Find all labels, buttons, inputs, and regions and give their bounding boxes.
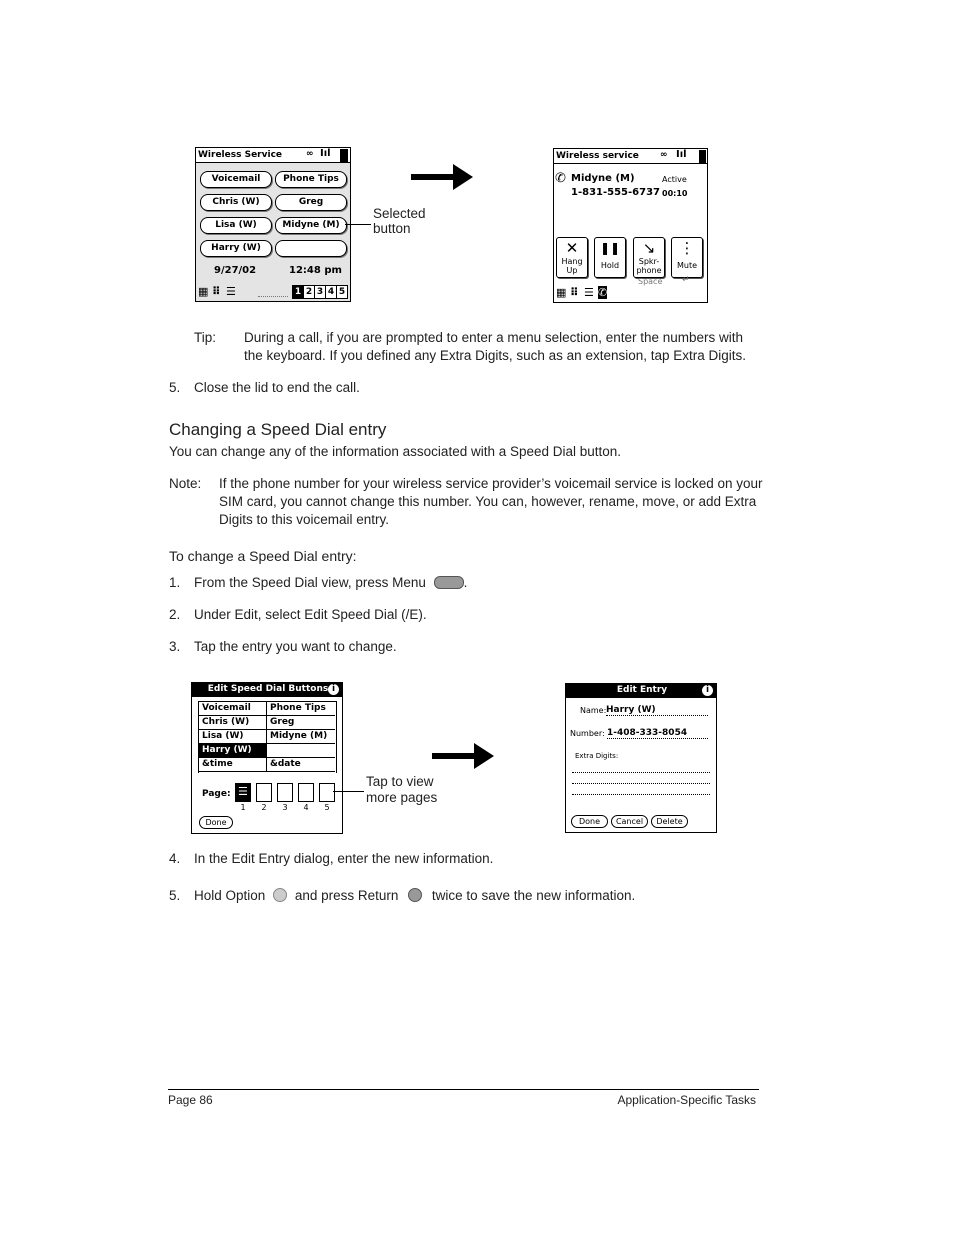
speed-dial-button[interactable]: Lisa (W) [200,217,272,234]
page-number: 3 [282,803,288,812]
date-display: 9/27/02 [214,265,257,276]
footer-rule [168,1089,759,1090]
menu-key-icon [434,576,464,589]
page-tab-active[interactable]: 1 [292,285,304,299]
option-key-icon [273,888,287,902]
page-tab[interactable]: 2 [303,285,315,299]
page-box[interactable] [319,783,335,802]
table-cell[interactable] [267,744,335,758]
callout-line: Tap to view [366,774,434,789]
step-text: Tap the entry you want to change. [194,639,397,654]
arrow-right-icon [432,742,496,770]
number-field[interactable]: 1-408-333-8054 [607,728,708,739]
extra-digits-label: Extra Digits: [575,752,619,760]
step-number: 5. [169,380,181,395]
time-display: 12:48 pm [289,265,342,276]
arrow-right-icon [411,163,475,191]
done-button[interactable]: Done [571,815,608,828]
settings-icon[interactable]: ☰ [226,285,236,298]
table-cell[interactable]: Chris (W) [199,716,266,730]
hang-up-button[interactable] [556,237,588,278]
speaker-icon: ↘ [642,239,656,257]
callout-line: button [373,221,411,236]
table-cell[interactable]: Phone Tips [267,702,335,716]
scroll-dots [258,296,288,297]
dialog-title: Edit Entry [566,684,716,698]
button-label: Hold [600,261,620,270]
button-label: phone [636,266,662,275]
table-cell[interactable]: Lisa (W) [199,730,266,744]
call-duration: 00:10 [662,189,688,198]
view-grid-icon[interactable]: ▦ [556,286,567,299]
return-key-icon [408,888,422,902]
speed-dial-screenshot [195,147,351,302]
delete-button[interactable]: Delete [651,815,688,828]
speed-dial-button[interactable]: Phone Tips [275,171,347,188]
table-cell[interactable]: Voicemail [199,702,266,716]
footer-chapter: Application-Specific Tasks [617,1093,756,1107]
button-label: Mute [676,261,698,270]
hold-button[interactable] [594,237,626,278]
callout-leader-line [333,791,364,792]
step-number: 2. [169,607,181,622]
step-text-part: From the Speed Dial view, press Menu [194,575,426,590]
edit-entry-screenshot [565,683,717,833]
callout-leader-line [345,224,371,225]
step-number: 3. [169,639,181,654]
table-cell[interactable]: Midyne (M) [267,730,335,744]
space-label: Space [638,277,663,286]
callout-label [366,774,437,806]
mute-button[interactable] [671,237,703,278]
speed-dial-button-empty[interactable] [275,240,347,257]
pause-icon: ❚❚ [599,241,621,255]
active-call-screenshot [553,148,708,303]
page-tab[interactable]: 3 [314,285,326,299]
caller-name: Midyne (M) [571,173,635,184]
battery-icon [699,150,706,163]
procedure-heading: To change a Speed Dial entry: [169,548,357,564]
signal-icon: Ӏıl [320,148,331,159]
table-cell[interactable]: &date [267,758,335,772]
speakerphone-button[interactable] [633,237,665,278]
dialog-title: Edit Speed Dial Buttons [192,683,342,697]
screen-title: Wireless service [554,149,707,164]
battery-icon [340,149,348,162]
view-grid-icon[interactable]: ▦ [198,285,209,298]
step-text: Close the lid to end the call. [194,380,360,395]
page-tab[interactable]: 5 [336,285,348,299]
note-label: Note: [169,476,202,491]
tip-label: Tip: [194,330,217,345]
page-box[interactable] [277,783,293,802]
page-box[interactable] [298,783,314,802]
button-label: Hang [561,257,583,266]
page-number: 5 [324,803,330,812]
return-icon: ↵ [682,275,690,285]
microphone-icon: ⋮ [679,239,695,257]
call-status: Active [662,175,687,184]
screen-title: Wireless Service [196,148,350,163]
speed-dial-button[interactable]: Greg [275,194,347,211]
close-icon: ✕ [565,239,579,257]
step-text: In the Edit Entry dialog, enter the new information. [194,851,494,866]
speed-dial-button[interactable]: Voicemail [200,171,272,188]
page-box[interactable] [256,783,272,802]
settings-icon[interactable]: ☰ [584,286,594,299]
name-field[interactable]: Harry (W) [606,705,708,716]
table-cell-selected[interactable]: Harry (W) [199,744,266,758]
button-label: Spkr- [638,257,660,266]
step-number: 4. [169,851,181,866]
info-icon[interactable]: i [702,685,713,696]
tip-text: During a call, if you are prompted to enter a menu selection, enter the numbers with the keyboard. If you defined any Extra Digits, such as an extension, tap Extra Digits. [244,330,747,363]
callout-line: Selected [373,206,426,221]
table-cell[interactable]: &time [199,758,266,772]
step-text-part: Hold Option [194,888,266,903]
phone-icon: ✆ [555,171,566,186]
extra-digits-line[interactable] [572,794,710,795]
phone-tab-icon[interactable]: ✆ [598,286,608,299]
step-text: From the Speed Dial view, press Menu . [194,575,468,590]
info-icon[interactable]: i [328,684,339,695]
voicemail-icon: ∞ [660,150,668,160]
number-label: Number: [570,729,605,738]
voicemail-icon: ∞ [306,149,314,159]
step-text [194,887,635,905]
signal-icon: Ӏıl [676,149,687,160]
section-heading: Changing a Speed Dial entry [169,420,387,439]
list-icon: ☰ [238,785,248,798]
step-text: Under Edit, select Edit Speed Dial (/E). [194,607,427,622]
done-button[interactable]: Done [199,816,233,829]
edit-speed-dial-screenshot [191,682,343,834]
page-label: Page: [202,789,231,799]
page-tab[interactable]: 4 [325,285,337,299]
extra-digits-line[interactable] [572,783,710,784]
note-text: If the phone number for your wireless service provider’s voicemail service is locked on your SIM card, you cannot change this number. You can, however, rename, move, or add Extra Digits to this voicemail entry. [219,476,763,527]
step-text-part: and press Return [294,888,399,903]
speed-dial-button[interactable]: Chris (W) [200,194,272,211]
step-number: 1. [169,575,181,590]
page-number: 1 [240,803,246,812]
step-number: 5. [169,888,181,903]
footer-page-number: Page 86 [168,1093,213,1107]
callout-line: more pages [366,790,438,805]
button-label: Up [566,266,578,275]
extra-digits-line[interactable] [572,772,710,773]
page-number: 2 [261,803,267,812]
speed-dial-button[interactable]: Harry (W) [200,240,272,257]
callout-label [373,206,426,236]
speed-dial-button-selected[interactable]: Midyne (M) [275,217,347,234]
caller-number: 1-831-555-6737 [571,187,660,198]
page-number: 4 [303,803,309,812]
keypad-icon[interactable]: ⠿ [570,286,579,299]
keypad-icon[interactable]: ⠿ [212,285,221,298]
name-label: Name: [580,706,607,715]
table-cell[interactable]: Greg [267,716,335,730]
section-intro: You can change any of the information associated with a Speed Dial button. [169,444,622,459]
cancel-button[interactable]: Cancel [611,815,648,828]
step-text-part: twice to save the new information. [431,888,636,903]
